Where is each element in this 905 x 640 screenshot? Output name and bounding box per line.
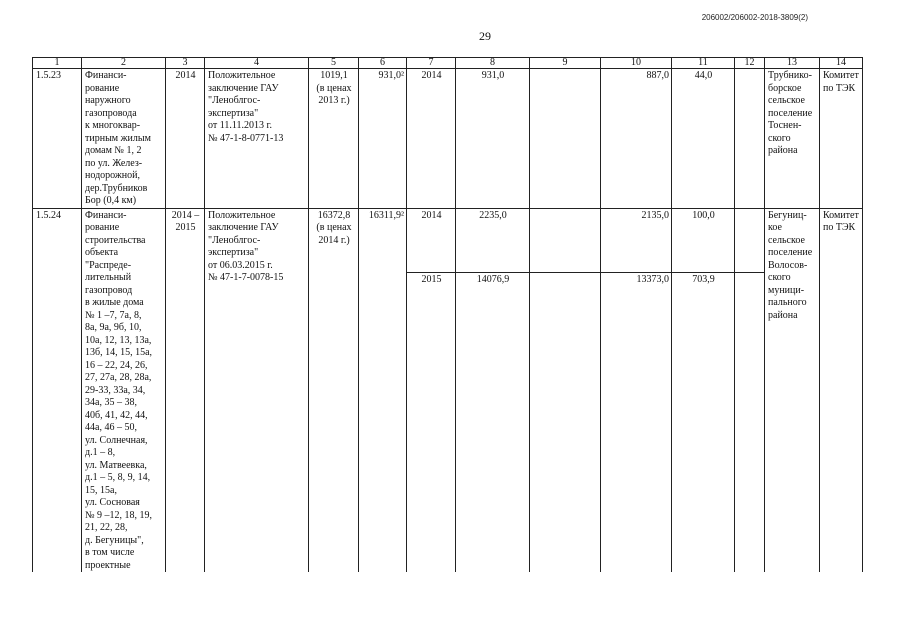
financing-col-9 (530, 208, 601, 273)
financing-col-11: 44,0 (672, 69, 735, 209)
financing-col-12 (735, 208, 765, 273)
responsible-body: Комитет по ТЭК (820, 69, 863, 209)
col-header-12: 12 (735, 58, 765, 69)
col-header-10: 10 (601, 58, 672, 69)
remaining-cost: 931,0² (359, 69, 407, 209)
col-header-2: 2 (82, 58, 166, 69)
expert-conclusion: Положительное заключение ГАУ "Леноблгос- экспертиза" от 11.11.2013 г. № 47-1-8-0771-13 (205, 69, 309, 209)
table-row (33, 69, 863, 209)
col-header-3: 3 (166, 58, 205, 69)
implementation-years: 2014 – 2015 (166, 208, 205, 572)
col-header-5: 5 (309, 58, 359, 69)
implementation-years: 2014 (166, 69, 205, 209)
col-header-9: 9 (530, 58, 601, 69)
recipient: Бегуниц- кое сельское поселение Волосов- ского муници- пального района (765, 208, 820, 572)
col-header-14: 14 (820, 58, 863, 69)
col-header-8: 8 (456, 58, 530, 69)
col-header-4: 4 (205, 58, 309, 69)
financing-total: 14076,9 (456, 273, 530, 572)
financing-col-9 (530, 273, 601, 572)
expert-conclusion: Положительное заключение ГАУ "Леноблгос- экспертиза" от 06.03.2015 г. № 47-1-7-0078-15 (205, 208, 309, 572)
table-row (33, 208, 863, 273)
remaining-cost: 16311,9² (359, 208, 407, 572)
financing-col-10: 887,0 (601, 69, 672, 209)
financing-total: 931,0 (456, 69, 530, 209)
document-registration-id: 206002/206002-2018-3809(2) (701, 13, 808, 22)
row-number: 1.5.23 (33, 69, 82, 209)
financing-col-10: 13373,0 (601, 273, 672, 572)
column-number-header-row (33, 58, 863, 69)
financing-col-12 (735, 69, 765, 209)
project-name: Финанси- рование строительства объекта "Распреде- лительный газопровод в жилые дома № 1 –7, 7а, 8, 8а, 9а, 9б, 10, 10а, 12, 13, 13а, 13б, 14, 15, 15а, 16 – 22, 24, 26, 27, 27а, 28, 28а, 29-33, 33а, 34, 34а, 35 – 38, 40б, 41, 42, 44, 44а, 46 – 50, ул. Солнечная, д.1 – 8, ул. Матвеевка, д.1 – 5, 8, 9, 14, 15, 15а, ул. Сосновая № 9 –12, 18, 19, 21, 22, 28, д. Бегуницы", в том числе проектные (82, 208, 166, 572)
estimated-cost: 1019,1 (в ценах 2013 г.) (309, 69, 359, 209)
financing-col-12 (735, 273, 765, 572)
financing-col-11: 100,0 (672, 208, 735, 273)
col-header-13: 13 (765, 58, 820, 69)
financing-year: 2015 (407, 273, 456, 572)
financing-col-10: 2135,0 (601, 208, 672, 273)
financing-col-9 (530, 69, 601, 209)
financing-year: 2014 (407, 208, 456, 273)
page-number: 29 (479, 29, 491, 43)
program-table (32, 57, 863, 572)
row-number: 1.5.24 (33, 208, 82, 572)
col-header-7: 7 (407, 58, 456, 69)
recipient: Трубнико- борское сельское поселение Тоснен- ского района (765, 69, 820, 209)
financing-total: 2235,0 (456, 208, 530, 273)
responsible-body: Комитет по ТЭК (820, 208, 863, 572)
col-header-6: 6 (359, 58, 407, 69)
col-header-1: 1 (33, 58, 82, 69)
financing-col-11: 703,9 (672, 273, 735, 572)
financing-year: 2014 (407, 69, 456, 209)
col-header-11: 11 (672, 58, 735, 69)
project-name: Финанси- рование наружного газопровода к многоквар- тирным жилым домам № 1, 2 по ул. Желез- нодорожной, дер.Трубников Бор (0,4 км) (82, 69, 166, 209)
estimated-cost: 16372,8 (в ценах 2014 г.) (309, 208, 359, 572)
